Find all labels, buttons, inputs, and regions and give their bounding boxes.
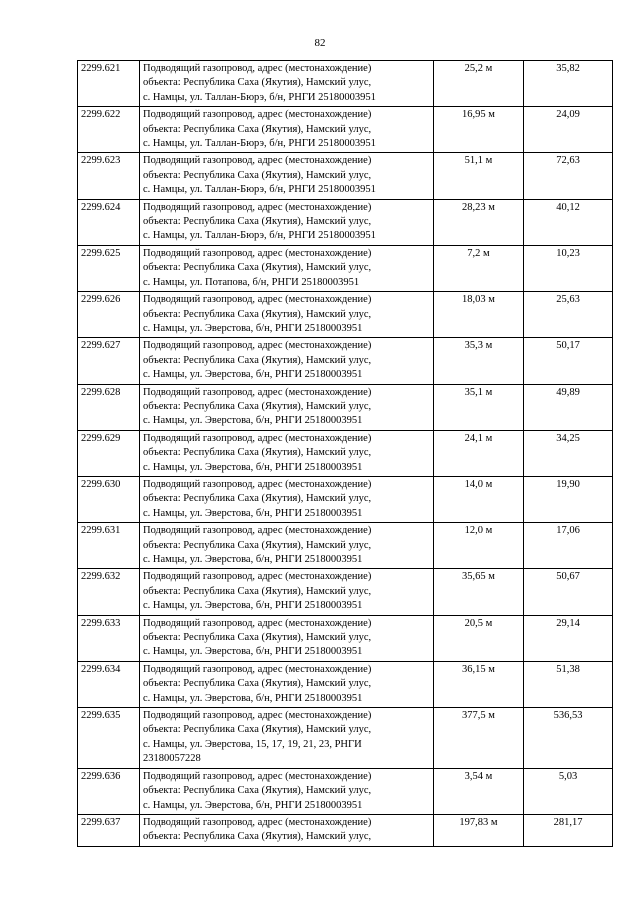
table-row: [78, 476, 613, 522]
value-cell: 17,06: [524, 523, 613, 569]
description-line: Подводящий газопровод, адрес (местонахождение): [143, 663, 372, 675]
row-number-cell: 2299.627: [78, 338, 140, 384]
description-line: Подводящий газопровод, адрес (местонахождение): [143, 816, 372, 828]
row-number-cell: 2299.630: [78, 476, 140, 522]
object-description-cell: [140, 476, 434, 522]
description-line: объекта: Республика Саха (Якутия), Намский улус,: [143, 678, 372, 690]
description-line: с. Намцы, ул. Эверстова, б/н, РНГИ 25180003951: [143, 461, 363, 473]
object-description-cell: [140, 153, 434, 199]
description-line: с. Намцы, ул. Таллан-Бюрэ, б/н, РНГИ 25180003951: [143, 138, 376, 150]
value-cell: 19,90: [524, 476, 613, 522]
length-cell: 51,1 м: [434, 153, 524, 199]
description-line: Подводящий газопровод, адрес (местонахождение): [143, 63, 372, 74]
length-cell: 377,5 м: [434, 708, 524, 769]
description-line: Подводящий газопровод, адрес (местонахождение): [143, 710, 372, 722]
object-description-cell: [140, 615, 434, 661]
description-line: с. Намцы, ул. Эверстова, б/н, РНГИ 25180003951: [143, 799, 363, 811]
row-number-cell: 2299.636: [78, 768, 140, 814]
row-number-cell: 2299.623: [78, 153, 140, 199]
row-number-cell: 2299.629: [78, 430, 140, 476]
object-description-cell: [140, 338, 434, 384]
value-cell: 536,53: [524, 708, 613, 769]
description-line: Подводящий газопровод, адрес (местонахождение): [143, 478, 372, 490]
length-cell: 35,65 м: [434, 569, 524, 615]
object-description-cell: [140, 292, 434, 338]
description-line: Подводящий газопровод, адрес (местонахождение): [143, 571, 372, 583]
length-cell: 3,54 м: [434, 768, 524, 814]
length-cell: 14,0 м: [434, 476, 524, 522]
value-cell: 35,82: [524, 61, 613, 107]
value-cell: 50,17: [524, 338, 613, 384]
table-row: [78, 292, 613, 338]
length-cell: 28,23 м: [434, 199, 524, 245]
table-row: [78, 523, 613, 569]
value-cell: 5,03: [524, 768, 613, 814]
row-number-cell: 2299.637: [78, 814, 140, 846]
row-number-cell: 2299.632: [78, 569, 140, 615]
length-cell: 24,1 м: [434, 430, 524, 476]
object-description-cell: [140, 569, 434, 615]
description-line: с. Намцы, ул. Таллан-Бюрэ, б/н, РНГИ 25180003951: [143, 230, 376, 242]
row-number-cell: 2299.625: [78, 245, 140, 291]
table-row: [78, 708, 613, 769]
table-row: [78, 338, 613, 384]
length-cell: 18,03 м: [434, 292, 524, 338]
description-line: Подводящий газопровод, адрес (местонахождение): [143, 201, 372, 213]
object-description-cell: [140, 61, 434, 107]
object-description-cell: [140, 199, 434, 245]
description-line: объекта: Республика Саха (Якутия), Намский улус,: [143, 308, 372, 320]
value-cell: 40,12: [524, 199, 613, 245]
registry-table-body: [78, 61, 613, 847]
length-cell: 20,5 м: [434, 615, 524, 661]
value-cell: 24,09: [524, 107, 613, 153]
description-line: объекта: Республика Саха (Якутия), Намский улус,: [143, 354, 372, 366]
description-line: объекта: Республика Саха (Якутия), Намский улус,: [143, 785, 372, 797]
description-line: с. Намцы, ул. Эверстова, б/н, РНГИ 25180003951: [143, 369, 363, 381]
row-number-cell: 2299.628: [78, 384, 140, 430]
description-line: с. Намцы, ул. Эверстова, б/н, РНГИ 25180003951: [143, 415, 363, 427]
description-line: Подводящий газопровод, адрес (местонахождение): [143, 386, 372, 398]
value-cell: 10,23: [524, 245, 613, 291]
table-row: [78, 107, 613, 153]
length-cell: 35,1 м: [434, 384, 524, 430]
row-number-cell: 2299.622: [78, 107, 140, 153]
row-number-cell: 2299.634: [78, 661, 140, 707]
table-row: [78, 199, 613, 245]
table-row: [78, 245, 613, 291]
description-line: объекта: Республика Саха (Якутия), Намский улус,: [143, 262, 372, 274]
description-line: объекта: Республика Саха (Якутия), Намский улус,: [143, 724, 372, 736]
row-number-cell: 2299.631: [78, 523, 140, 569]
description-line: с. Намцы, ул. Эверстова, б/н, РНГИ 25180003951: [143, 692, 363, 704]
table-row: [78, 661, 613, 707]
description-line: с. Намцы, ул. Эверстова, б/н, РНГИ 25180003951: [143, 322, 363, 334]
value-cell: 72,63: [524, 153, 613, 199]
table-row: [78, 61, 613, 107]
description-line: Подводящий газопровод, адрес (местонахождение): [143, 109, 372, 121]
row-number-cell: 2299.624: [78, 199, 140, 245]
length-cell: 197,83 м: [434, 814, 524, 846]
row-number-cell: 2299.626: [78, 292, 140, 338]
description-line: с. Намцы, ул. Эверстова, б/н, РНГИ 25180003951: [143, 600, 363, 612]
description-line: Подводящий газопровод, адрес (местонахождение): [143, 617, 372, 629]
description-line: объекта: Республика Саха (Якутия), Намский улус,: [143, 831, 372, 843]
value-cell: 29,14: [524, 615, 613, 661]
table-row: [78, 814, 613, 846]
value-cell: 34,25: [524, 430, 613, 476]
object-description-cell: [140, 814, 434, 846]
description-line: с. Намцы, ул. Эверстова, б/н, РНГИ 25180003951: [143, 646, 363, 658]
description-line: Подводящий газопровод, адрес (местонахождение): [143, 294, 372, 306]
description-line: объекта: Республика Саха (Якутия), Намский улус,: [143, 123, 372, 135]
registry-table: [77, 60, 613, 847]
description-line: объекта: Республика Саха (Якутия), Намский улус,: [143, 400, 372, 412]
object-description-cell: [140, 523, 434, 569]
description-line: объекта: Республика Саха (Якутия), Намский улус,: [143, 493, 372, 505]
description-line: объекта: Республика Саха (Якутия), Намский улус,: [143, 216, 372, 228]
description-line: объекта: Республика Саха (Якутия), Намский улус,: [143, 632, 372, 644]
description-line: Подводящий газопровод, адрес (местонахождение): [143, 340, 372, 352]
length-cell: 12,0 м: [434, 523, 524, 569]
table-row: [78, 768, 613, 814]
table-row: [78, 615, 613, 661]
length-cell: 25,2 м: [434, 61, 524, 107]
object-description-cell: [140, 245, 434, 291]
table-row: [78, 430, 613, 476]
description-line: Подводящий газопровод, адрес (местонахождение): [143, 247, 372, 259]
length-cell: 35,3 м: [434, 338, 524, 384]
description-line: объекта: Республика Саха (Якутия), Намский улус,: [143, 585, 372, 597]
value-cell: 25,63: [524, 292, 613, 338]
row-number-cell: 2299.633: [78, 615, 140, 661]
table-row: [78, 153, 613, 199]
value-cell: 49,89: [524, 384, 613, 430]
object-description-cell: [140, 661, 434, 707]
value-cell: 50,67: [524, 569, 613, 615]
description-line: Подводящий газопровод, адрес (местонахождение): [143, 770, 372, 782]
description-line: объекта: Республика Саха (Якутия), Намский улус,: [143, 77, 372, 89]
object-description-cell: [140, 430, 434, 476]
length-cell: 7,2 м: [434, 245, 524, 291]
table-row: [78, 569, 613, 615]
page-number: 82: [314, 37, 326, 49]
length-cell: 36,15 м: [434, 661, 524, 707]
value-cell: 51,38: [524, 661, 613, 707]
description-line: с. Намцы, ул. Эверстова, 15, 17, 19, 21, 23, РНГИ: [143, 738, 362, 750]
object-description-cell: [140, 107, 434, 153]
description-line: объекта: Республика Саха (Якутия), Намский улус,: [143, 169, 372, 181]
row-number-cell: 2299.621: [78, 61, 140, 107]
object-description-cell: [140, 708, 434, 769]
object-description-cell: [140, 768, 434, 814]
length-cell: 16,95 м: [434, 107, 524, 153]
description-line: с. Намцы, ул. Эверстова, б/н, РНГИ 25180003951: [143, 554, 363, 565]
value-cell: 281,17: [524, 814, 613, 846]
description-line: Подводящий газопровод, адрес (местонахождение): [143, 432, 372, 444]
description-line: Подводящий газопровод, адрес (местонахождение): [143, 155, 372, 167]
description-line: Подводящий газопровод, адрес (местонахождение): [143, 525, 372, 537]
object-description-cell: [140, 384, 434, 430]
description-line: объекта: Республика Саха (Якутия), Намский улус,: [143, 447, 372, 459]
description-line: с. Намцы, ул. Потапова, б/н, РНГИ 25180003951: [143, 276, 360, 288]
description-line: объекта: Республика Саха (Якутия), Намский улус,: [143, 539, 372, 551]
description-line: с. Намцы, ул. Таллан-Бюрэ, б/н, РНГИ 25180003951: [143, 184, 376, 196]
table-row: [78, 384, 613, 430]
description-line: 23180057228: [143, 753, 201, 765]
row-number-cell: 2299.635: [78, 708, 140, 769]
description-line: с. Намцы, ул. Эверстова, б/н, РНГИ 25180003951: [143, 507, 363, 519]
description-line: с. Намцы, ул. Таллан-Бюрэ, б/н, РНГИ 25180003951: [143, 91, 376, 103]
